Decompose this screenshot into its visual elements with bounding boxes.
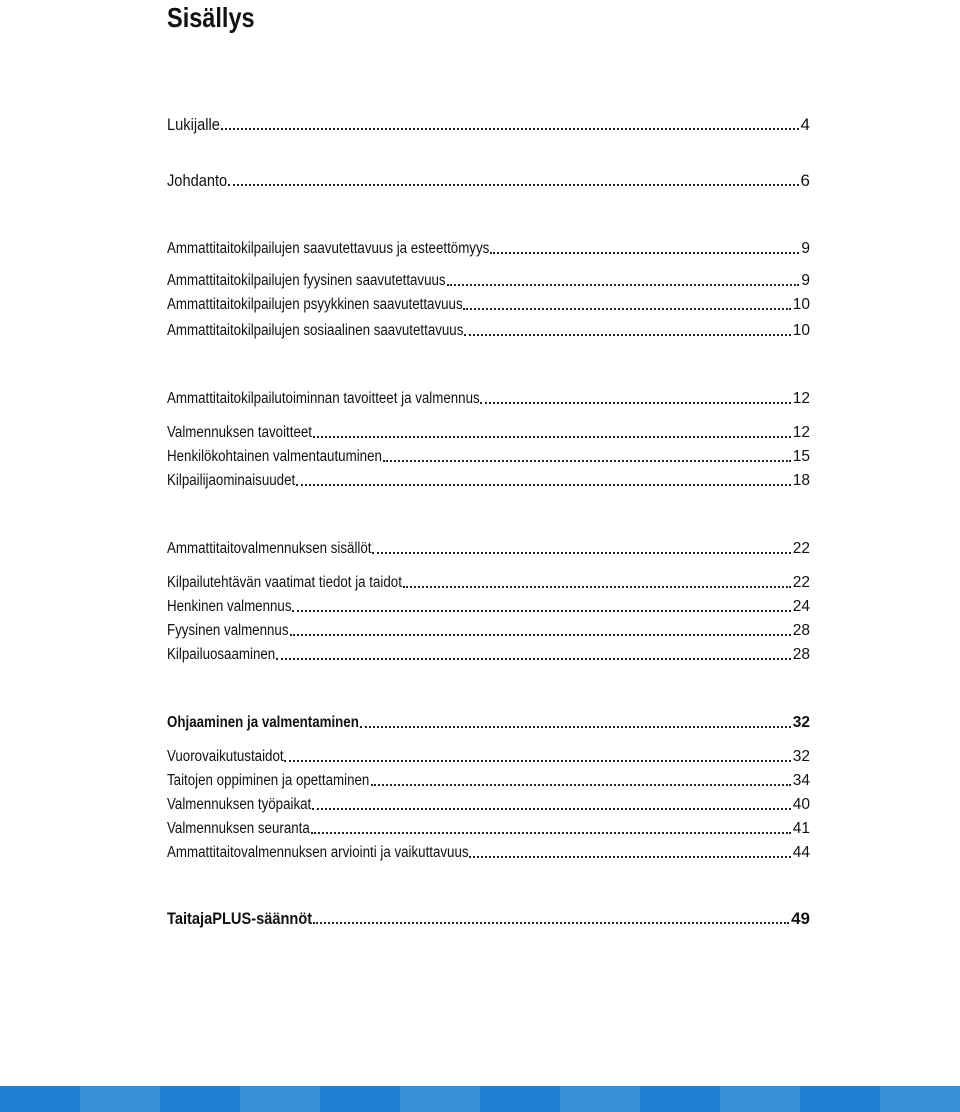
toc-leader-dots — [296, 484, 790, 486]
toc-entry-valmennuksen-tyopaikat[interactable] — [167, 792, 810, 814]
toc-leader-dots — [490, 252, 799, 254]
toc-entry-label: Lukijalle — [167, 115, 220, 134]
toc-entry-label: Ammattitaitokilpailujen saavutettavuus ja esteettömyys — [167, 240, 490, 257]
toc-entry-label: Ohjaaminen ja valmentaminen — [167, 714, 359, 731]
footer-band-segment — [160, 1086, 240, 1112]
toc-entry-lukijalle[interactable] — [167, 112, 810, 134]
toc-entry-page: 12 — [792, 424, 810, 441]
toc-entry-label: Vuorovaikutustaidot — [167, 748, 284, 765]
toc-entry-label: Valmennuksen seuranta — [167, 820, 310, 837]
footer-band-segment — [480, 1086, 560, 1112]
toc-entry-page: 10 — [792, 296, 810, 313]
toc-entry-page: 10 — [792, 322, 810, 339]
toc-leader-dots — [313, 436, 791, 438]
toc-leader-dots — [360, 726, 791, 728]
toc-entry-arviointi-ja-vaikuttavuus[interactable] — [167, 840, 810, 862]
toc-entry-fyysinen-saavutettavuus[interactable] — [167, 268, 810, 290]
toc-entry-vuorovaikutustaidot[interactable] — [167, 744, 810, 766]
toc-entry-page: 49 — [791, 909, 810, 928]
toc-entry-page: 40 — [792, 796, 810, 813]
toc-entry-label: Ammattitaitokilpailujen sosiaalinen saavutettavuus — [167, 322, 464, 339]
toc-leader-dots — [463, 308, 790, 310]
toc-entry-label: Ammattitaitokilpailujen fyysinen saavutettavuus — [167, 272, 446, 289]
toc-entry-taitojen-oppiminen[interactable] — [167, 768, 810, 790]
toc-entry-label: Kilpailijaominaisuudet — [167, 472, 296, 489]
toc-entry-page: 9 — [801, 240, 810, 257]
footer-band-segment — [880, 1086, 960, 1112]
toc-entry-kilpailuosaaminen[interactable] — [167, 642, 810, 664]
toc-leader-dots — [383, 460, 791, 462]
toc-entry-kilpailijaominaisuudet[interactable] — [167, 468, 810, 490]
footer-band-segment — [80, 1086, 160, 1112]
toc-entry-page: 41 — [792, 820, 810, 837]
footer-band-segment — [0, 1086, 80, 1112]
toc-entry-henkilokohtainen-valmentautuminen[interactable] — [167, 444, 810, 466]
toc-entry-label: Ammattitaitovalmennuksen arviointi ja vaikuttavuus — [167, 844, 469, 861]
toc-entry-label: Ammattitaitovalmennuksen sisällöt — [167, 540, 372, 557]
toc-entry-label: Johdanto — [167, 171, 228, 190]
toc-entry-label: Fyysinen valmennus — [167, 622, 289, 639]
toc-leader-dots — [480, 402, 790, 404]
toc-leader-dots — [371, 784, 791, 786]
toc-entry-page: 9 — [801, 272, 810, 289]
page-title: Sisällys — [167, 2, 255, 33]
toc-leader-dots — [469, 856, 791, 858]
toc-leader-dots — [290, 634, 791, 636]
toc-leader-dots — [228, 184, 798, 186]
toc-leader-dots — [464, 334, 791, 336]
footer-band-segment — [560, 1086, 640, 1112]
toc-entry-tiedot-ja-taidot[interactable] — [167, 570, 810, 592]
toc-leader-dots — [292, 610, 790, 612]
toc-entry-ohjaaminen-ja-valmentaminen[interactable] — [167, 710, 810, 732]
toc-entry-label: Taitojen oppiminen ja opettaminen — [167, 772, 370, 789]
toc-entry-page: 15 — [792, 448, 810, 465]
toc-leader-dots — [447, 284, 800, 286]
toc-entry-page: 22 — [792, 574, 810, 591]
toc-entry-valmennuksen-seuranta[interactable] — [167, 816, 810, 838]
footer-band-segment — [320, 1086, 400, 1112]
toc-entry-page: 28 — [792, 622, 810, 639]
toc-entry-label: Valmennuksen tavoitteet — [167, 424, 312, 441]
footer-band-segment — [800, 1086, 880, 1112]
toc-entry-sosiaalinen-saavutettavuus[interactable] — [167, 318, 810, 340]
toc-entry-label: Kilpailutehtävän vaatimat tiedot ja taidot — [167, 574, 402, 591]
toc-entry-label: Henkinen valmennus — [167, 598, 292, 615]
toc-entry-psyykkinen-saavutettavuus[interactable] — [167, 292, 810, 314]
toc-entry-label: Ammattitaitokilpailutoiminnan tavoitteet ja valmennus — [167, 390, 480, 407]
toc-leader-dots — [403, 586, 791, 588]
toc-entry-taitajaplus-saannot[interactable] — [167, 906, 810, 928]
toc-leader-dots — [311, 832, 791, 834]
toc-entry-valmennuksen-tavoitteet[interactable] — [167, 420, 810, 442]
toc-leader-dots — [284, 760, 791, 762]
table-of-contents — [167, 0, 810, 1000]
toc-entry-saavutettavuus[interactable] — [167, 236, 810, 258]
toc-leader-dots — [372, 552, 790, 554]
toc-entry-page: 6 — [800, 171, 810, 190]
toc-entry-page: 44 — [792, 844, 810, 861]
toc-leader-dots — [312, 808, 791, 810]
footer-band-segment — [720, 1086, 800, 1112]
toc-entry-label: TaitajaPLUS-säännöt — [167, 909, 313, 928]
toc-entry-johdanto[interactable] — [167, 168, 810, 190]
toc-entry-valmennuksen-sisallot[interactable] — [167, 536, 810, 558]
toc-entry-page: 12 — [792, 390, 810, 407]
toc-entry-label: Ammattitaitokilpailujen psyykkinen saavutettavuus — [167, 296, 463, 313]
toc-entry-page: 4 — [800, 115, 810, 134]
footer-band-segment — [400, 1086, 480, 1112]
toc-entry-fyysinen-valmennus[interactable] — [167, 618, 810, 640]
footer-band-segment — [640, 1086, 720, 1112]
toc-entry-page: 32 — [792, 748, 810, 765]
toc-entry-label: Henkilökohtainen valmentautuminen — [167, 448, 382, 465]
toc-entry-label: Kilpailuosaaminen — [167, 646, 276, 663]
toc-leader-dots — [221, 128, 798, 130]
toc-entry-page: 28 — [792, 646, 810, 663]
toc-leader-dots — [313, 922, 789, 924]
toc-entry-tavoitteet-ja-valmennus[interactable] — [167, 386, 810, 408]
toc-entry-page: 22 — [792, 540, 810, 557]
toc-entry-page: 32 — [792, 714, 810, 731]
toc-leader-dots — [276, 658, 791, 660]
toc-entry-henkinen-valmennus[interactable] — [167, 594, 810, 616]
footer-band-segment — [240, 1086, 320, 1112]
toc-entry-page: 18 — [792, 472, 810, 489]
footer-color-band — [0, 1086, 960, 1112]
toc-entry-label: Valmennuksen työpaikat — [167, 796, 312, 813]
toc-entry-page: 24 — [792, 598, 810, 615]
toc-entry-page: 34 — [792, 772, 810, 789]
